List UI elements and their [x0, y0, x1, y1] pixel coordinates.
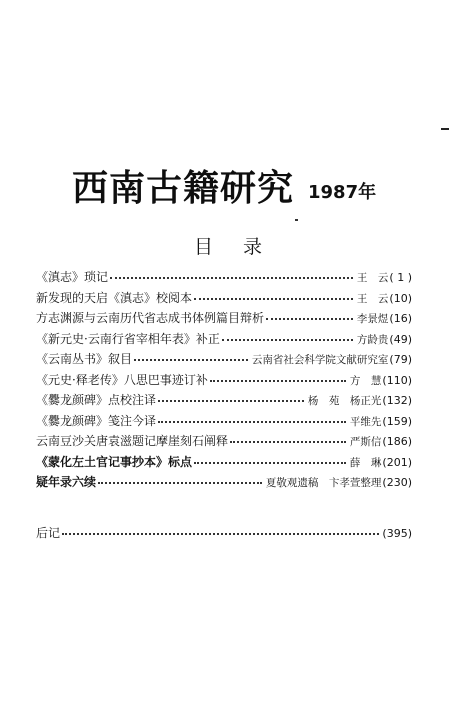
- entry-title: 新发现的天启《滇志》校阅本: [36, 290, 193, 305]
- entry-title: 《爨龙颜碑》笺注今译: [36, 413, 157, 428]
- dot-leader: [134, 347, 248, 361]
- dot-leader: [98, 470, 262, 484]
- entry-title: 《云南丛书》叙目: [36, 352, 133, 366]
- entry-page: (230): [382, 476, 412, 489]
- dot-leader: [210, 368, 346, 382]
- dot-leader: [194, 450, 346, 464]
- toc-entry[interactable]: [36, 411, 412, 432]
- toc-entry[interactable]: [36, 308, 412, 329]
- dot-leader: [62, 521, 379, 535]
- entry-title: 《蒙化左土官记事抄本》标点: [36, 454, 193, 469]
- toc-entry[interactable]: [36, 288, 412, 309]
- entry-author: 夏敬观遗稿 卞孝萱整理: [265, 477, 382, 489]
- entry-page: ( 1 ): [389, 271, 412, 284]
- entry-author: 方 慧: [349, 374, 382, 387]
- dot-leader: [266, 306, 353, 320]
- afterword-page: (395): [382, 526, 412, 540]
- entry-author: 杨 苑 杨正光: [307, 395, 382, 407]
- entry-author: 平维先: [349, 415, 382, 428]
- dot-leader: [194, 286, 353, 300]
- afterword-title: 后记: [36, 525, 61, 540]
- toc-entry[interactable]: [36, 472, 412, 493]
- entry-title: 《滇志》琐记: [36, 270, 109, 284]
- entry-page: (132): [382, 394, 412, 407]
- toc-entry[interactable]: [36, 452, 412, 473]
- entry-author: 薛 琳: [349, 456, 382, 469]
- entry-title: 方志渊源与云南历代省志成书体例篇目辩析: [36, 311, 265, 325]
- toc-entry[interactable]: [36, 390, 412, 411]
- entry-page: (10): [389, 291, 412, 305]
- entry-title: 《爨龙颜碑》点校注译: [36, 393, 157, 407]
- toc-entry[interactable]: [36, 431, 412, 452]
- entry-author: 李景煜: [356, 313, 389, 325]
- entry-page: (201): [382, 455, 412, 469]
- toc-entry[interactable]: [36, 329, 412, 350]
- entry-title: 《新元史·云南行省宰相年表》补正: [36, 331, 220, 346]
- dot-leader: [110, 265, 353, 279]
- publication-year: 1987年: [308, 182, 377, 203]
- dot-leader: [158, 409, 346, 423]
- entry-author: 王 云: [356, 272, 389, 284]
- entry-author: 王 云: [356, 292, 389, 305]
- print-speck: [295, 219, 298, 221]
- entry-page: (49): [389, 332, 412, 346]
- table-of-contents: [36, 267, 412, 543]
- entry-title: 《元史·释老传》八思巴事迹订补: [36, 372, 208, 387]
- margin-mark: [441, 128, 449, 130]
- toc-entry[interactable]: [36, 349, 412, 370]
- journal-title: 西南古籍研究: [72, 168, 295, 209]
- entry-author: 云南省社会科学院文献研究室: [251, 354, 389, 366]
- toc-afterword[interactable]: [36, 523, 412, 544]
- entry-author: 方龄贵: [356, 333, 389, 346]
- entry-page: (79): [389, 353, 412, 366]
- entry-page: (110): [382, 373, 412, 387]
- dot-leader: [230, 429, 346, 443]
- toc-entry[interactable]: [36, 267, 412, 288]
- toc-entry[interactable]: [36, 370, 412, 391]
- dot-leader: [158, 388, 304, 402]
- entry-title: 云南豆沙关唐袁滋题记摩崖刻石阐释: [36, 434, 229, 448]
- toc-heading: 目录: [194, 236, 293, 258]
- entry-page: (16): [389, 312, 412, 325]
- entry-page: (159): [382, 414, 412, 428]
- entry-title: 疑年录六续: [36, 475, 97, 489]
- entry-author: 严斯信: [349, 436, 382, 448]
- dot-leader: [222, 327, 353, 341]
- entry-page: (186): [382, 435, 412, 448]
